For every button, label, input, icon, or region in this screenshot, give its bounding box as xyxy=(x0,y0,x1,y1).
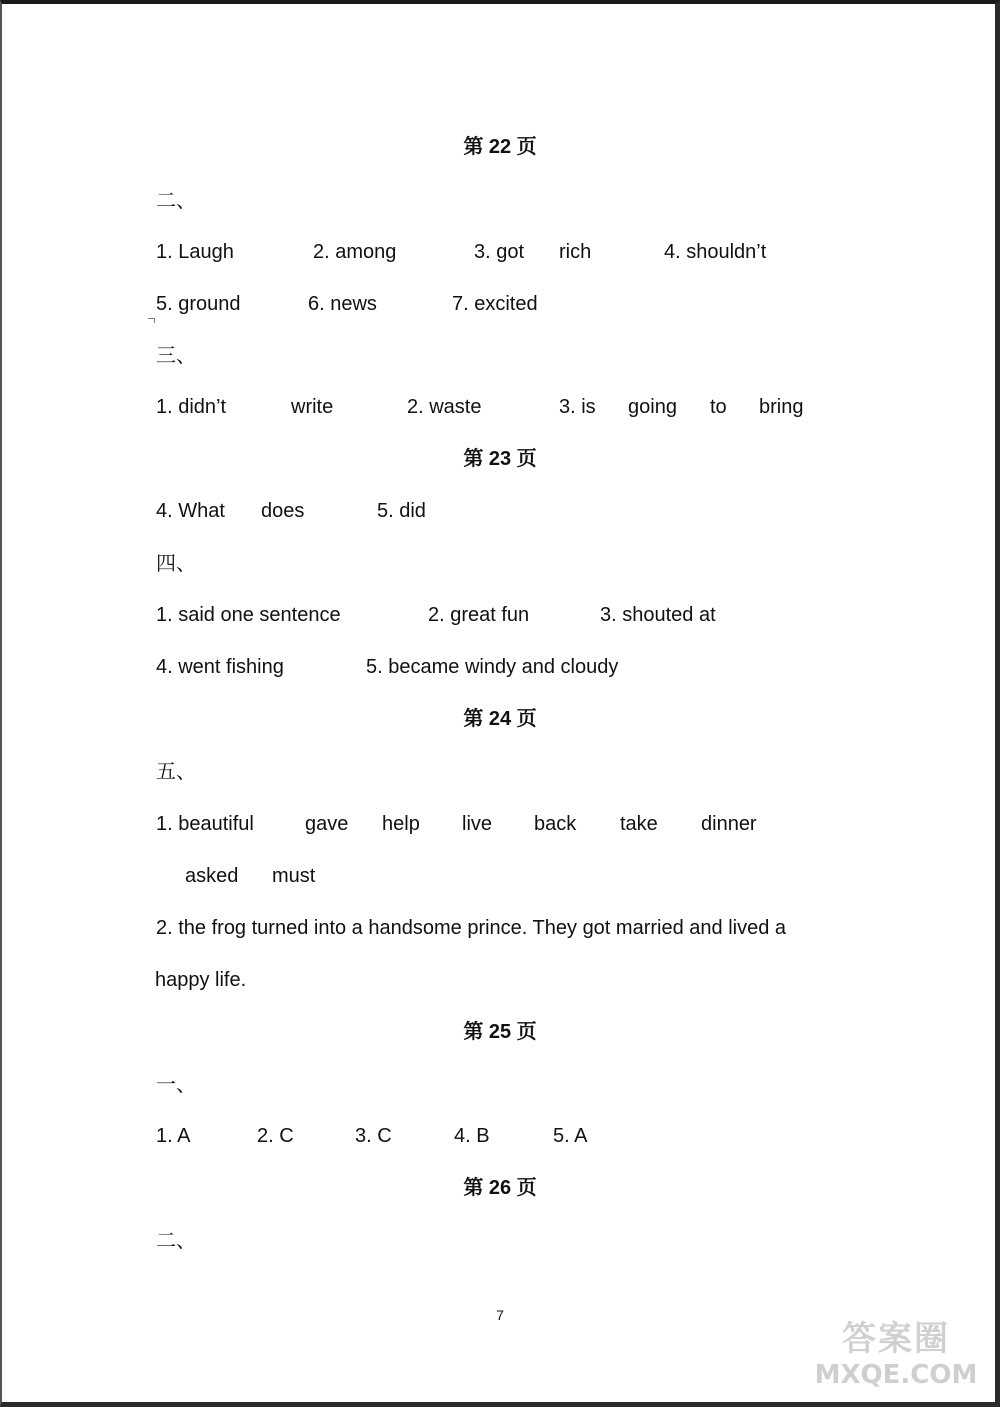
answer-item: 5. did xyxy=(377,500,426,522)
answer-item: 1. A xyxy=(156,1125,191,1147)
stray-mark xyxy=(148,318,155,323)
answer-sentence-continued: happy life. xyxy=(155,969,247,991)
section-label-two-b: 二、 xyxy=(156,1230,196,1252)
answer-item: 4. B xyxy=(454,1125,490,1147)
answer-item: dinner xyxy=(701,813,757,835)
answer-sentence: 2. the frog turned into a handsome prince. They got married and lived a xyxy=(156,917,787,939)
answer-item: 3. got xyxy=(474,241,525,263)
answer-item: 1. beautiful xyxy=(156,813,254,835)
answer-item: 4. shouldn’t xyxy=(664,241,767,263)
page-heading-25: 第 25 页 xyxy=(463,1021,537,1043)
answer-item: 1. Laugh xyxy=(156,241,234,263)
section-label-three: 三、 xyxy=(156,345,196,367)
section-label-two: 二、 xyxy=(156,190,196,212)
page-heading-23: 第 23 页 xyxy=(463,448,537,470)
answer-item: 1. didn’t xyxy=(156,396,227,418)
section-label-one: 一、 xyxy=(156,1074,196,1096)
answer-item: gave xyxy=(305,813,349,835)
answer-item: rich xyxy=(559,241,592,263)
answer-item: 3. C xyxy=(355,1125,392,1147)
answer-item: 1. said one sentence xyxy=(156,604,341,626)
answer-item: write xyxy=(291,396,334,418)
answer-item: bring xyxy=(759,396,804,418)
answer-item: back xyxy=(534,813,577,835)
section-label-five: 五、 xyxy=(156,761,196,783)
watermark-logo xyxy=(806,1319,986,1399)
page-heading-22: 第 22 页 xyxy=(463,136,537,158)
answer-item: help xyxy=(382,813,420,835)
watermark-title: 答案圈 xyxy=(842,1319,950,1359)
watermark-site: MXQE.COM xyxy=(814,1360,978,1390)
answer-item: live xyxy=(462,813,493,835)
answer-item: 7. excited xyxy=(452,293,538,315)
answer-item: 2. among xyxy=(313,241,397,263)
answer-item: must xyxy=(272,865,316,887)
answer-item: 5. ground xyxy=(156,293,241,315)
answer-item: 4. went fishing xyxy=(156,656,284,678)
page-heading-24: 第 24 页 xyxy=(463,708,537,730)
answer-item: 2. waste xyxy=(407,396,482,418)
page-number: 7 xyxy=(496,1307,504,1323)
answer-item: 5. A xyxy=(553,1125,588,1147)
answer-item: take xyxy=(620,813,658,835)
answer-item: 3. shouted at xyxy=(600,604,716,626)
answer-item: 4. What xyxy=(156,500,225,522)
section-label-four: 四、 xyxy=(156,553,196,575)
answer-item: going xyxy=(628,396,677,418)
answer-item: to xyxy=(710,396,727,418)
answer-item: 6. news xyxy=(308,293,377,315)
answer-item: asked xyxy=(185,865,239,887)
answer-item: 3. is xyxy=(559,396,596,418)
answer-item: 2. C xyxy=(257,1125,294,1147)
answer-item: does xyxy=(261,500,305,522)
page-heading-26: 第 26 页 xyxy=(463,1177,537,1199)
answer-item: 5. became windy and cloudy xyxy=(366,656,619,678)
answer-item: 2. great fun xyxy=(428,604,530,626)
